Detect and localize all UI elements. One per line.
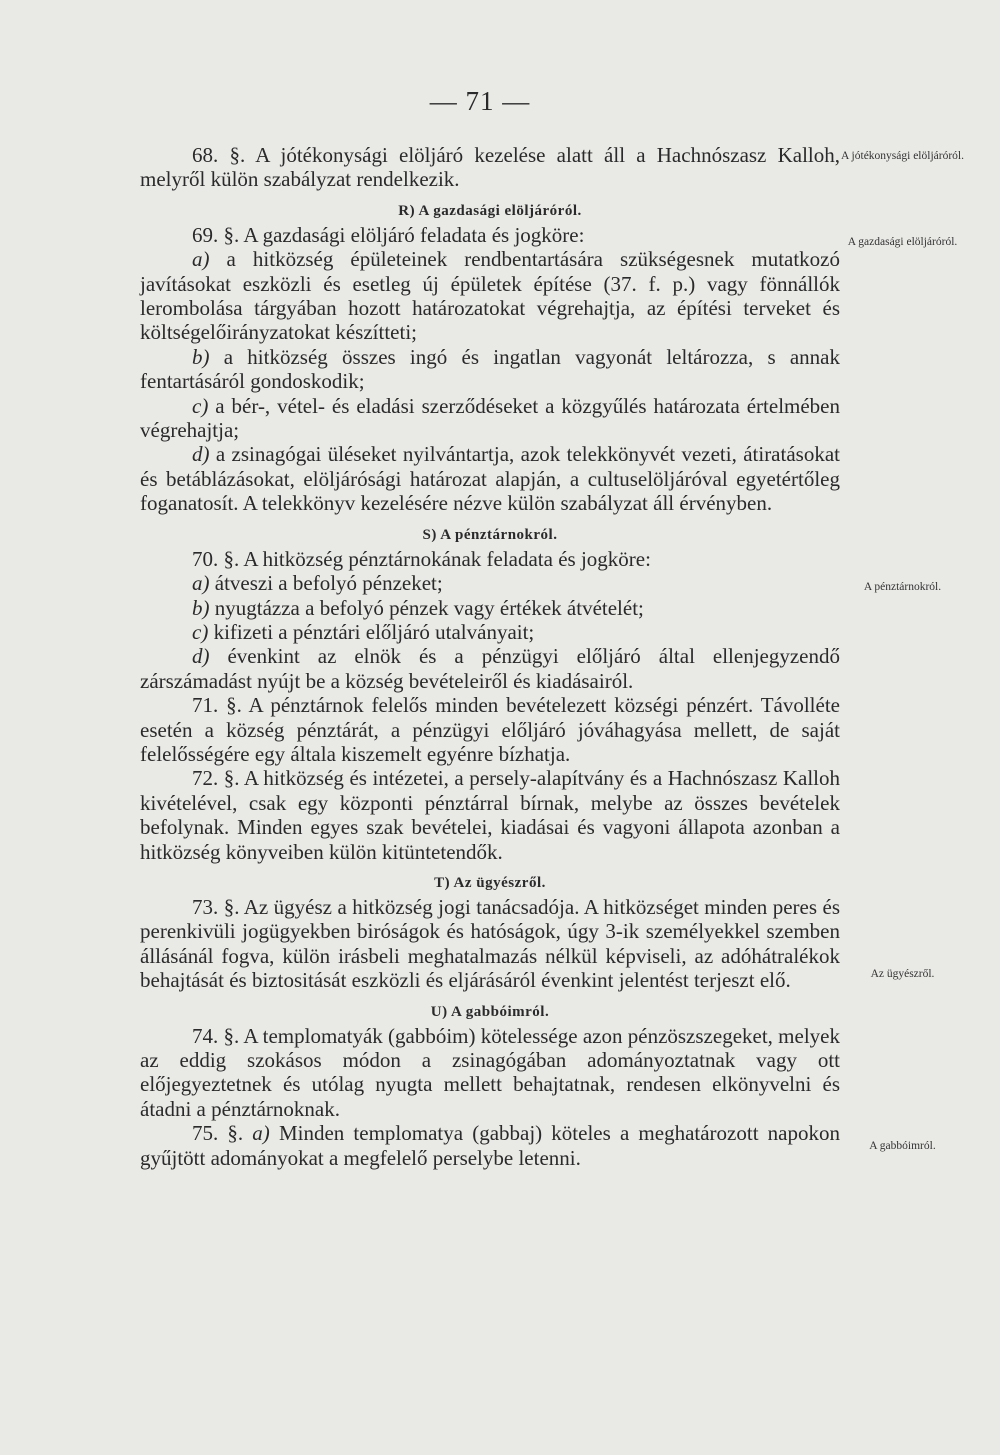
paragraph-74: 74. §. A templomatyák (gabbóim) kötelessége azon pénzöszszegeket, melyek az eddig szokásos módon a zsinagógában adományoztatnak vagy ott előjegyeztetnek és utólag nyugta mellett behajtatnak, rendesen elkönyvelni és átadni a pénztárnoknak. <box>140 1023 840 1121</box>
section-heading-u: U) A gabbóimról. <box>430 1003 550 1020</box>
margin-note-penztarnok: A pénztárnokról. <box>863 581 942 593</box>
paragraph-70c <box>140 620 840 644</box>
item-text: évenkint az elnök és a pénzügyi előljáró által ellenjegyzendő zárszámadást nyújt be a község bevételeiről és kiadásairól. <box>140 644 840 693</box>
paragraph-69b <box>140 345 840 394</box>
item-label: c) <box>192 619 209 644</box>
item-label: d) <box>192 644 210 669</box>
item-label: b) <box>192 595 210 620</box>
margin-note-jotekonysagi: A jótékonysági elöljáróról. <box>841 150 964 162</box>
item-label: a) <box>192 571 210 596</box>
item-label: c) <box>192 393 209 418</box>
page-number: — 71 — <box>429 86 531 116</box>
paragraph-70b <box>140 596 840 620</box>
paragraph-68: 68. §. A jótékonysági elöljáró kezelése alatt áll a Hachnószasz Kalloh, melyről külön szabályzat rendelkezik. <box>140 143 840 192</box>
paragraph-69a <box>140 247 840 345</box>
paragraph-71: 71. §. A pénztárnok felelős minden bevételezett községi pénzért. Távolléte esetén a község pénztárát, a pénzügyi előljáró jóváhagyása mellett, de saját felelősségére egy általa kiszemelt egyénre bízhatja. <box>140 693 840 766</box>
paragraph-75 <box>140 1121 840 1170</box>
item-label: a) <box>192 247 210 272</box>
paragraph-70a <box>140 571 840 595</box>
item-label: b) <box>192 344 210 369</box>
margin-note-ugyesz: Az ügyészről. <box>870 968 935 980</box>
item-text: nyugtázza a befolyó pénzek vagy értékek átvételét; <box>209 595 644 620</box>
paragraph-69: 69. §. A gazdasági elöljáró feladata és jogköre: <box>192 222 585 247</box>
margin-note-gabboim: A gabbóimról. <box>869 1140 936 1152</box>
item-text: kifizeti a pénztári előljáró utalványait; <box>208 619 535 644</box>
item-text: Minden templomatya (gabbaj) köteles a meghatározott napokon gyűjtött adományokat a megfelelő perselybe letenni. <box>140 1121 840 1170</box>
margin-note-gazdasagi: A gazdasági elöljáróról. <box>847 236 958 248</box>
item-text: a hitközség összes ingó és ingatlan vagyonát leltározza, s annak fentartásáról gondoskodik; <box>140 344 840 394</box>
item-text: átveszi a befolyó pénzeket; <box>209 571 443 596</box>
paragraph-70: 70. §. A hitközség pénztárnokának feladata és jogköre: <box>192 546 651 571</box>
item-label: a) <box>252 1121 270 1146</box>
section-heading-s: S) A pénztárnokról. <box>422 526 558 543</box>
paragraph-70d <box>140 644 840 693</box>
paragraph-73: 73. §. Az ügyész a hitközség jogi tanácsadója. A hitközséget minden peres és perenkivüli jogügyekben biróságok és hatóságok, úgy 3-ik személyekkel szemben állásánál fogva, külön irásbeli meghatalmazás nélkül képviseli, az adóhátralékok behajtását és biztositását eszközli és eljárásáról évenkint jelentést terjeszt elő. <box>140 894 840 993</box>
section-number: 75. §. <box>192 1121 253 1146</box>
item-text: a zsinagógai üléseket nyilvántartja, azok telekkönyvét vezeti, átiratásokat és betáblázásokat, elöljárósági határozat alapján, a cultuselöljáróval egyetértőleg foganatosít. A telekkönyv kezelésére nézve külön szabályzat áll érvényben. <box>140 442 840 516</box>
section-heading-t: T) Az ügyészről. <box>434 874 546 891</box>
section-heading-r: R) A gazdasági elöljáróról. <box>398 202 582 219</box>
item-text: a bér-, vétel- és eladási szerződéseket a közgyűlés határozata értelmében végrehajtja; <box>140 393 840 443</box>
item-text: a hitközség épületeinek rendbentartására szükségesnek mutatkozó javításokat eszközli és esetleg új épületek építése (37. f. p.) vagy fönnállók lerombolása tárgyában hozott határozatokat végrehajtja, az építési terveket és költségelőirányzatokat készítteti; <box>140 247 840 345</box>
item-label: d) <box>192 442 210 467</box>
paragraph-69d <box>140 442 840 515</box>
paragraph-69c <box>140 394 840 443</box>
paragraph-72: 72. §. A hitközség és intézetei, a persely-alapítvány és a Hachnószasz Kalloh kivételével, csak egy központi pénztárral bírnak, melybe az összes bevételek befolynak. Minden egyes szak bevételei, kiadásai és vagyoni állapota azonban a hitközség könyveiben külön kitüntetendők. <box>140 766 840 864</box>
document-body <box>140 143 840 1170</box>
